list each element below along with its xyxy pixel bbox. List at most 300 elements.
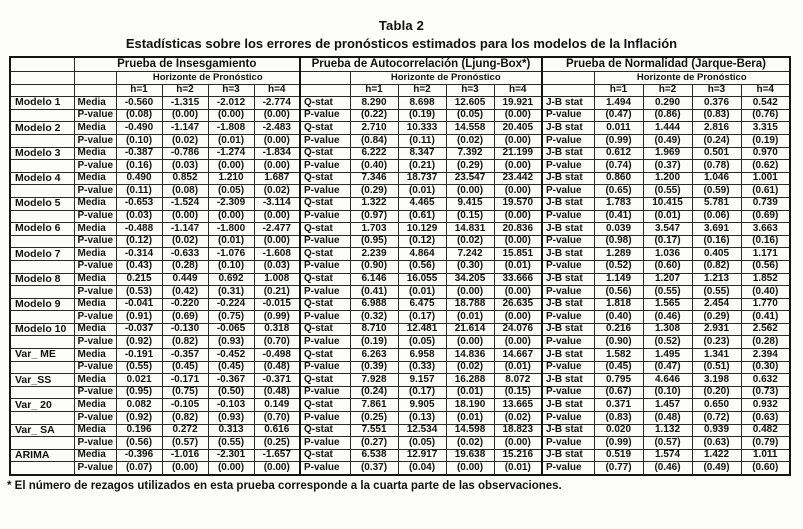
pvalue-label-autocorrelacion: P-value [300,311,350,324]
pvalue-value-normalidad: (0.56) [741,260,790,273]
pvalue-value-normalidad: (0.28) [741,336,790,349]
pvalue-value-normalidad: (0.79) [741,437,790,450]
pvalue-value-autocorrelacion: (0.00) [446,462,494,475]
corner-cell [10,84,74,97]
pvalue-label-insesgamiento: P-value [74,286,116,299]
pvalue-value-insesgamiento: (0.99) [254,311,300,324]
pvalue-value-autocorrelacion: (0.00) [446,185,494,198]
pvalue-value-insesgamiento: (0.42) [162,286,208,299]
stat-value-normalidad: 0.376 [692,97,741,110]
pvalue-label-normalidad: P-value [542,462,594,475]
stat-value-insesgamiento: 0.616 [254,424,300,437]
table-row-pvalue [10,286,790,299]
stat-value-insesgamiento: -1.147 [162,122,208,135]
stat-value-insesgamiento: -0.037 [116,323,162,336]
stat-value-insesgamiento: 0.313 [208,424,254,437]
stat-value-autocorrelacion: 14.667 [494,349,542,362]
stat-value-normalidad: 1.783 [594,197,643,210]
stat-value-normalidad: 4.646 [643,374,692,387]
stat-value-normalidad: 0.795 [594,374,643,387]
stat-label-normalidad: J-B stat [542,248,594,261]
stat-value-autocorrelacion: 9.157 [398,374,446,387]
table-subtitle: Estadísticas sobre los errores de pronósticos estimados para los modelos de la Inflación [125,36,678,51]
pvalue-label-insesgamiento: P-value [74,210,116,223]
stat-value-autocorrelacion: 4.465 [398,197,446,210]
pvalue-value-normalidad: (0.48) [643,412,692,425]
stat-label-insesgamiento: Media [74,147,116,160]
pvalue-value-normalidad: (0.41) [741,311,790,324]
table-row-pvalue [10,210,790,223]
pvalue-value-autocorrelacion: (0.00) [494,286,542,299]
pvalue-value-insesgamiento: (0.08) [162,185,208,198]
pvalue-value-normalidad: (0.45) [594,361,643,374]
stat-value-autocorrelacion: 9.905 [398,399,446,412]
pvalue-label-autocorrelacion: P-value [300,437,350,450]
pvalue-value-autocorrelacion: (0.19) [350,336,398,349]
pvalue-value-insesgamiento: (0.82) [162,412,208,425]
stat-value-normalidad: 1.171 [741,248,790,261]
stat-value-insesgamiento: -0.560 [116,97,162,110]
pvalue-label-insesgamiento: P-value [74,336,116,349]
stat-value-insesgamiento: -0.633 [162,248,208,261]
stat-label-normalidad: J-B stat [542,197,594,210]
pvalue-value-normalidad: (0.63) [741,412,790,425]
pvalue-value-autocorrelacion: (0.02) [446,361,494,374]
pvalue-value-autocorrelacion: (0.00) [494,109,542,122]
stat-label-insesgamiento: Media [74,349,116,362]
pvalue-value-autocorrelacion: (0.25) [350,412,398,425]
stat-value-normalidad: 1.582 [594,349,643,362]
pvalue-label-normalidad: P-value [542,260,594,273]
stat-label-autocorrelacion: Q-stat [300,172,350,185]
table-row-pvalue [10,134,790,147]
pvalue-value-autocorrelacion: (0.39) [350,361,398,374]
model-label-spacer [10,134,74,147]
stat-value-normalidad: 2.931 [692,323,741,336]
pvalue-value-normalidad: (0.69) [741,210,790,223]
pvalue-value-insesgamiento: (0.93) [208,412,254,425]
pvalue-value-insesgamiento: (0.16) [116,160,162,173]
stat-label-autocorrelacion: Q-stat [300,122,350,135]
stat-value-insesgamiento: -0.103 [208,399,254,412]
pvalue-value-autocorrelacion: (0.01) [494,462,542,475]
stat-label-autocorrelacion: Q-stat [300,424,350,437]
pvalue-value-normalidad: (0.55) [643,286,692,299]
stat-label-autocorrelacion: Q-stat [300,298,350,311]
stat-value-insesgamiento: -0.488 [116,223,162,236]
stat-value-normalidad: 3.315 [741,122,790,135]
table-number-title: Tabla 2 [378,18,425,33]
stat-value-normalidad: 0.290 [643,97,692,110]
pvalue-value-autocorrelacion: (0.01) [446,311,494,324]
stat-value-normalidad: 0.039 [594,223,643,236]
stat-value-autocorrelacion: 18.737 [398,172,446,185]
stat-value-autocorrelacion: 7.392 [446,147,494,160]
forecast-error-statistics-table [9,56,791,476]
pvalue-label-insesgamiento: P-value [74,260,116,273]
table-row-stat [10,122,790,135]
pvalue-value-insesgamiento: (0.45) [208,361,254,374]
stat-value-normalidad: 2.816 [692,122,741,135]
stat-value-insesgamiento: -2.309 [208,197,254,210]
stat-value-autocorrelacion: 6.475 [398,298,446,311]
pvalue-value-autocorrelacion: (0.00) [494,185,542,198]
pvalue-label-normalidad: P-value [542,210,594,223]
pvalue-value-autocorrelacion: (0.95) [350,235,398,248]
pvalue-value-insesgamiento: (0.02) [162,235,208,248]
pvalue-value-insesgamiento: (0.75) [162,386,208,399]
stat-value-autocorrelacion: 12.481 [398,323,446,336]
stat-value-insesgamiento: -1.524 [162,197,208,210]
stat-value-insesgamiento: 0.692 [208,273,254,286]
pvalue-value-insesgamiento: (0.03) [254,260,300,273]
pvalue-value-autocorrelacion: (0.05) [398,437,446,450]
pvalue-value-insesgamiento: (0.45) [162,361,208,374]
stat-value-autocorrelacion: 4.864 [398,248,446,261]
pvalue-value-autocorrelacion: (0.15) [446,210,494,223]
footnote: * El número de rezagos utilizados en esta prueba corresponde a la cuarta parte de las observaciones. [7,480,562,492]
stat-value-insesgamiento: -1.808 [208,122,254,135]
stat-value-autocorrelacion: 26.635 [494,298,542,311]
model-label: Modelo 8 [10,273,74,286]
pvalue-value-insesgamiento: (0.01) [208,134,254,147]
pvalue-value-normalidad: (0.65) [594,185,643,198]
pvalue-label-normalidad: P-value [542,134,594,147]
stat-label-autocorrelacion: Q-stat [300,323,350,336]
pvalue-value-autocorrelacion: (0.61) [398,210,446,223]
pvalue-value-autocorrelacion: (0.00) [446,286,494,299]
model-label: Var_ SA [10,424,74,437]
pvalue-value-insesgamiento: (0.31) [208,286,254,299]
pvalue-value-autocorrelacion: (0.01) [398,185,446,198]
pvalue-value-normalidad: (0.57) [643,437,692,450]
stat-value-insesgamiento: -0.065 [208,323,254,336]
pvalue-value-autocorrelacion: (0.97) [350,210,398,223]
pvalue-value-normalidad: (0.10) [643,386,692,399]
pvalue-value-autocorrelacion: (0.01) [446,412,494,425]
stat-value-normalidad: 0.860 [594,172,643,185]
pvalue-value-insesgamiento: (0.00) [208,160,254,173]
pvalue-label-autocorrelacion: P-value [300,235,350,248]
pvalue-value-autocorrelacion: (0.29) [350,185,398,198]
pvalue-value-normalidad: (0.40) [594,311,643,324]
pvalue-value-insesgamiento: (0.00) [208,462,254,475]
stat-value-autocorrelacion: 16.288 [446,374,494,387]
stat-value-normalidad: 1.422 [692,449,741,462]
corner-cell [10,72,74,85]
stat-col-spacer-autocorrelacion [300,84,350,97]
model-label-spacer [10,235,74,248]
pvalue-label-autocorrelacion: P-value [300,386,350,399]
stat-label-normalidad: J-B stat [542,399,594,412]
stat-value-autocorrelacion: 19.638 [446,449,494,462]
stat-label-normalidad: J-B stat [542,374,594,387]
stat-label-insesgamiento: Media [74,424,116,437]
stat-value-autocorrelacion: 20.405 [494,122,542,135]
model-label: Modelo 3 [10,147,74,160]
horizon-col-label-autocorrelacion-h3: h=3 [446,84,494,97]
stat-value-normalidad: 1.200 [643,172,692,185]
stat-value-insesgamiento: -0.015 [254,298,300,311]
pvalue-value-insesgamiento: (0.00) [254,134,300,147]
pvalue-value-insesgamiento: (0.43) [116,260,162,273]
stat-value-insesgamiento: 1.008 [254,273,300,286]
stat-value-normalidad: 0.482 [741,424,790,437]
pvalue-value-normalidad: (0.46) [643,462,692,475]
pvalue-value-autocorrelacion: (0.02) [446,235,494,248]
group-header-normalidad: Prueba de Normalidad (Jarque-Bera) [542,57,790,72]
table-header [10,57,790,97]
stat-value-insesgamiento: -0.224 [208,298,254,311]
pvalue-value-insesgamiento: (0.05) [208,185,254,198]
stat-value-autocorrelacion: 15.851 [494,248,542,261]
pvalue-value-autocorrelacion: (0.41) [350,286,398,299]
stat-value-autocorrelacion: 7.346 [350,172,398,185]
pvalue-value-normalidad: (0.17) [643,235,692,248]
pvalue-value-normalidad: (0.63) [692,437,741,450]
pvalue-label-insesgamiento: P-value [74,437,116,450]
stat-value-autocorrelacion: 8.698 [398,97,446,110]
pvalue-label-autocorrelacion: P-value [300,185,350,198]
pvalue-value-insesgamiento: (0.82) [162,336,208,349]
stat-value-autocorrelacion: 24.076 [494,323,542,336]
pvalue-label-normalidad: P-value [542,160,594,173]
table-row-pvalue [10,311,790,324]
stat-value-insesgamiento: -0.105 [162,399,208,412]
stat-value-normalidad: 1.770 [741,298,790,311]
pvalue-value-autocorrelacion: (0.27) [350,437,398,450]
stat-value-autocorrelacion: 6.222 [350,147,398,160]
pvalue-label-autocorrelacion: P-value [300,109,350,122]
stat-value-insesgamiento: -0.357 [162,349,208,362]
stat-label-insesgamiento: Media [74,323,116,336]
pvalue-value-autocorrelacion: (0.00) [494,235,542,248]
table-row-pvalue [10,260,790,273]
horizon-col-label-normalidad-h1: h=1 [594,84,643,97]
pvalue-value-insesgamiento: (0.07) [116,462,162,475]
pvalue-value-normalidad: (0.99) [594,134,643,147]
pvalue-value-insesgamiento: (0.70) [254,336,300,349]
stat-value-insesgamiento: 0.082 [116,399,162,412]
stat-value-autocorrelacion: 2.239 [350,248,398,261]
stat-value-autocorrelacion: 1.322 [350,197,398,210]
stat-label-normalidad: J-B stat [542,223,594,236]
pvalue-value-insesgamiento: (0.50) [208,386,254,399]
pvalue-value-normalidad: (0.24) [692,134,741,147]
pvalue-value-insesgamiento: (0.25) [254,437,300,450]
stat-label-autocorrelacion: Q-stat [300,97,350,110]
stat-value-insesgamiento: -2.483 [254,122,300,135]
pvalue-value-insesgamiento: (0.00) [162,210,208,223]
stat-value-insesgamiento: -2.012 [208,97,254,110]
stat-value-normalidad: 1.207 [643,273,692,286]
pvalue-value-normalidad: (0.29) [692,311,741,324]
stat-label-normalidad: J-B stat [542,349,594,362]
table-row-stat [10,273,790,286]
stat-value-normalidad: 1.574 [643,449,692,462]
stat-value-normalidad: 1.457 [643,399,692,412]
stat-value-normalidad: 1.149 [594,273,643,286]
model-label-spacer [10,437,74,450]
pvalue-value-autocorrelacion: (0.37) [350,462,398,475]
stat-label-normalidad: J-B stat [542,424,594,437]
stat-value-normalidad: 1.001 [741,172,790,185]
stat-label-insesgamiento: Media [74,449,116,462]
model-label-spacer [10,185,74,198]
model-label-spacer [10,210,74,223]
stat-value-autocorrelacion: 12.534 [398,424,446,437]
stat-value-insesgamiento: -0.653 [116,197,162,210]
pvalue-value-autocorrelacion: (0.01) [494,361,542,374]
stat-value-normalidad: 0.542 [741,97,790,110]
pvalue-value-normalidad: (0.99) [594,437,643,450]
horizon-col-label-insesgamiento-h4: h=4 [254,84,300,97]
pvalue-value-normalidad: (0.86) [643,109,692,122]
pvalue-label-autocorrelacion: P-value [300,134,350,147]
stat-value-autocorrelacion: 6.146 [350,273,398,286]
pvalue-value-insesgamiento: (0.92) [116,336,162,349]
pvalue-value-autocorrelacion: (0.40) [350,160,398,173]
group-header-autocorrelacion: Prueba de Autocorrelación (Ljung-Box*) [300,57,542,72]
model-label-spacer [10,260,74,273]
pvalue-value-autocorrelacion: (0.00) [494,134,542,147]
stat-value-insesgamiento: -0.191 [116,349,162,362]
pvalue-value-autocorrelacion: (0.56) [398,260,446,273]
pvalue-label-autocorrelacion: P-value [300,260,350,273]
stat-value-autocorrelacion: 8.710 [350,323,398,336]
pvalue-label-autocorrelacion: P-value [300,462,350,475]
stat-col-spacer-insesgamiento [74,84,116,97]
stat-value-normalidad: 3.663 [741,223,790,236]
pvalue-value-normalidad: (0.46) [643,311,692,324]
stat-value-autocorrelacion: 14.836 [446,349,494,362]
pvalue-value-autocorrelacion: (0.90) [350,260,398,273]
horizon-col-label-normalidad-h3: h=3 [692,84,741,97]
table-row-stat [10,374,790,387]
stat-value-insesgamiento: 1.687 [254,172,300,185]
stat-value-autocorrelacion: 12.917 [398,449,446,462]
stat-value-insesgamiento: -0.786 [162,147,208,160]
pvalue-value-insesgamiento: (0.75) [208,311,254,324]
pvalue-label-insesgamiento: P-value [74,109,116,122]
pvalue-label-normalidad: P-value [542,361,594,374]
pvalue-value-insesgamiento: (0.95) [116,386,162,399]
stat-value-normalidad: 0.216 [594,323,643,336]
stat-value-insesgamiento: 1.210 [208,172,254,185]
pvalue-value-autocorrelacion: (0.02) [494,412,542,425]
stat-label-insesgamiento: Media [74,122,116,135]
stat-label-autocorrelacion: Q-stat [300,374,350,387]
stat-label-normalidad: J-B stat [542,298,594,311]
stat-value-normalidad: 3.547 [643,223,692,236]
pvalue-value-normalidad: (0.41) [594,210,643,223]
stat-value-autocorrelacion: 12.605 [446,97,494,110]
stat-value-insesgamiento: 0.021 [116,374,162,387]
stat-label-normalidad: J-B stat [542,172,594,185]
table-row-pvalue [10,235,790,248]
table-row-stat [10,147,790,160]
pvalue-value-autocorrelacion: (0.00) [494,210,542,223]
stat-label-normalidad: J-B stat [542,273,594,286]
pvalue-value-normalidad: (0.23) [692,336,741,349]
pvalue-value-normalidad: (0.01) [643,210,692,223]
stat-label-insesgamiento: Media [74,223,116,236]
stat-value-insesgamiento: -1.315 [162,97,208,110]
pvalue-value-insesgamiento: (0.00) [208,109,254,122]
stat-label-insesgamiento: Media [74,97,116,110]
pvalue-label-autocorrelacion: P-value [300,336,350,349]
stat-value-normalidad: 0.650 [692,399,741,412]
stat-value-insesgamiento: -1.608 [254,248,300,261]
pvalue-value-normalidad: (0.61) [741,185,790,198]
stat-value-normalidad: 0.371 [594,399,643,412]
stat-value-normalidad: 1.132 [643,424,692,437]
horizon-col-label-autocorrelacion-h2: h=2 [398,84,446,97]
pvalue-label-insesgamiento: P-value [74,134,116,147]
table-body [10,97,790,475]
pvalue-value-insesgamiento: (0.10) [208,260,254,273]
pvalue-value-insesgamiento: (0.00) [162,109,208,122]
pvalue-value-autocorrelacion: (0.33) [398,361,446,374]
stat-value-insesgamiento: -2.301 [208,449,254,462]
table-row-stat [10,449,790,462]
horizon-col-label-insesgamiento-h3: h=3 [208,84,254,97]
stat-col-spacer-autocorrelacion [300,72,350,85]
stat-col-spacer-normalidad [542,72,594,85]
stat-value-insesgamiento: 0.318 [254,323,300,336]
pvalue-value-autocorrelacion: (0.15) [494,386,542,399]
pvalue-value-insesgamiento: (0.00) [254,109,300,122]
stat-value-normalidad: 1.341 [692,349,741,362]
table-row-pvalue [10,361,790,374]
pvalue-value-autocorrelacion: (0.01) [494,260,542,273]
stat-value-insesgamiento: 0.149 [254,399,300,412]
stat-value-insesgamiento: 0.196 [116,424,162,437]
pvalue-value-insesgamiento: (0.48) [254,361,300,374]
stat-value-insesgamiento: -1.016 [162,449,208,462]
stat-value-normalidad: 0.501 [692,147,741,160]
stat-value-normalidad: 1.495 [643,349,692,362]
pvalue-value-autocorrelacion: (0.17) [398,386,446,399]
stat-value-normalidad: 2.454 [692,298,741,311]
pvalue-label-insesgamiento: P-value [74,185,116,198]
stat-value-autocorrelacion: 16.055 [398,273,446,286]
stat-value-normalidad: 1.969 [643,147,692,160]
stat-value-insesgamiento: -0.220 [162,298,208,311]
stat-value-autocorrelacion: 14.558 [446,122,494,135]
stat-label-autocorrelacion: Q-stat [300,273,350,286]
pvalue-value-autocorrelacion: (0.11) [398,134,446,147]
stat-label-autocorrelacion: Q-stat [300,399,350,412]
stat-value-normalidad: 2.394 [741,349,790,362]
pvalue-value-insesgamiento: (0.02) [162,134,208,147]
pvalue-value-autocorrelacion: (0.01) [398,286,446,299]
table-row-stat [10,248,790,261]
pvalue-value-insesgamiento: (0.56) [116,437,162,450]
model-label: Var_ 20 [10,399,74,412]
stat-value-autocorrelacion: 23.442 [494,172,542,185]
pvalue-value-normalidad: (0.60) [643,260,692,273]
pvalue-value-normalidad: (0.90) [594,336,643,349]
model-label: Modelo 5 [10,197,74,210]
stat-label-normalidad: J-B stat [542,97,594,110]
pvalue-value-normalidad: (0.74) [594,160,643,173]
pvalue-value-insesgamiento: (0.55) [208,437,254,450]
stat-value-insesgamiento: -2.774 [254,97,300,110]
pvalue-value-autocorrelacion: (0.02) [446,134,494,147]
stat-label-autocorrelacion: Q-stat [300,449,350,462]
pvalue-value-normalidad: (0.76) [741,109,790,122]
